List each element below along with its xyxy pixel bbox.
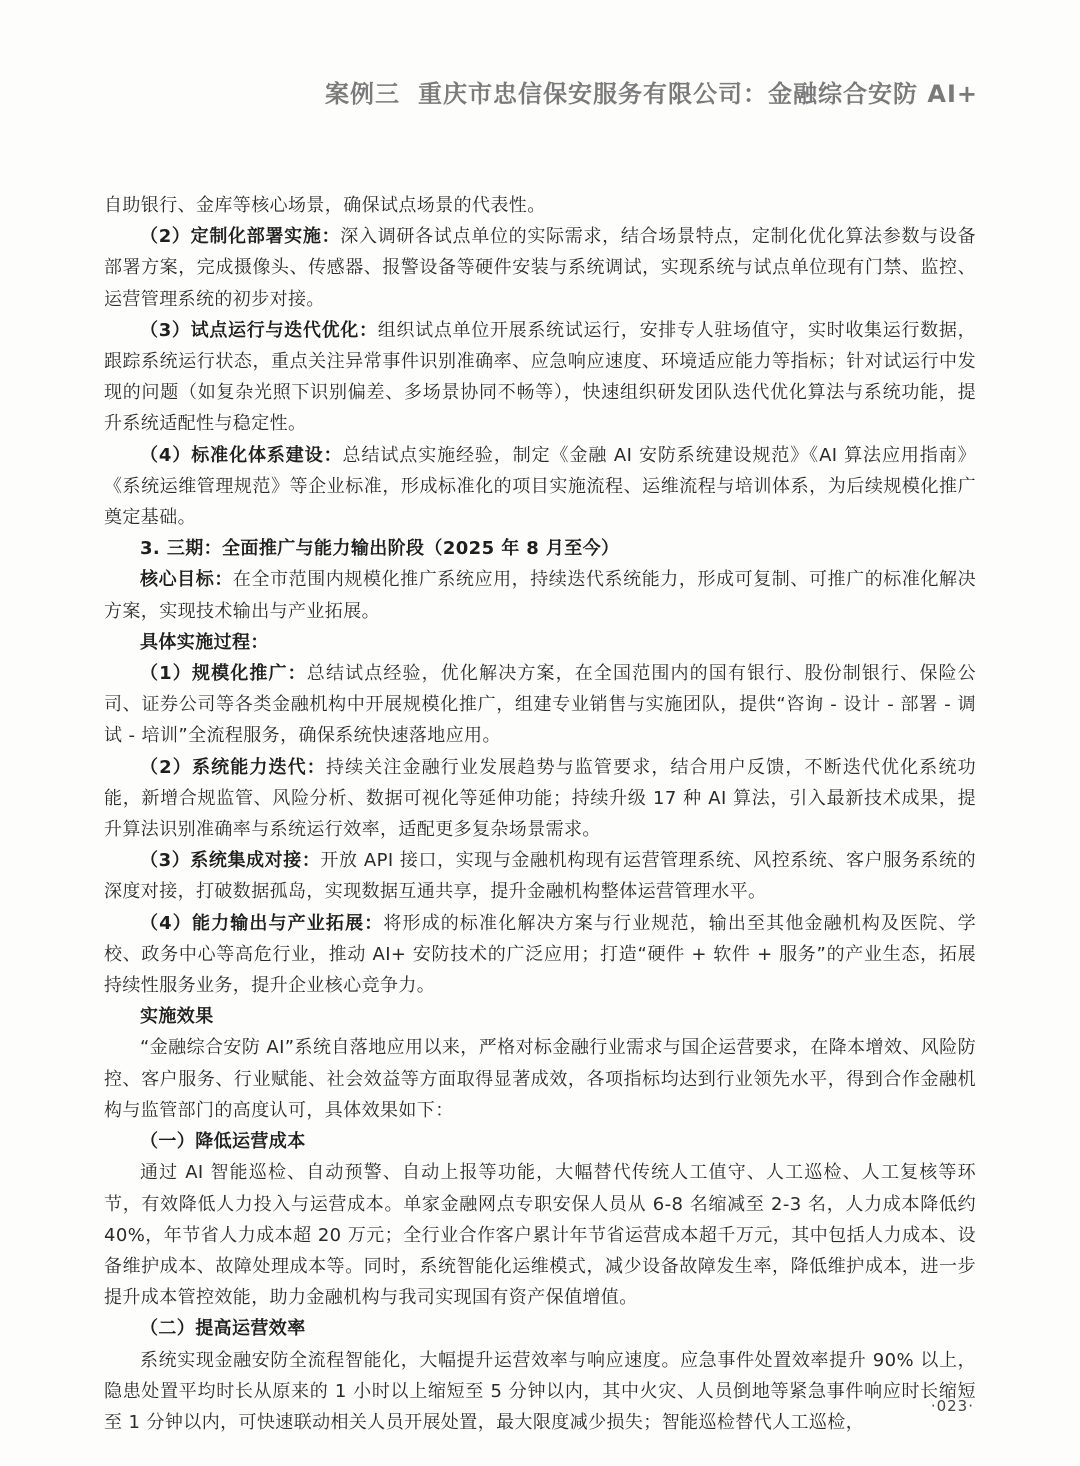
body-text bbox=[104, 190, 976, 1438]
paragraph: （2）定制化部署实施：深入调研各试点单位的实际需求，结合场景特点，定制化优化算法参数与设备部署方案，完成摄像头、传感器、报警设备等硬件安装与系统调试，实现系统与试点单位现有门禁、监控、运营管理系统的初步对接。 bbox=[104, 226, 976, 310]
paragraph: 自助银行、金库等核心场景，确保试点场景的代表性。 bbox=[104, 195, 546, 216]
case-label: 案例三 bbox=[325, 80, 401, 108]
paragraph: （4）能力输出与产业拓展：将形成的标准化解决方案与行业规范，输出至其他金融机构及医院、学校、政务中心等高危行业，推动 AI+ 安防技术的广泛应用；打造“硬件 + 软件 + 服务”的产业生态，拓展持续性服务业务，提升企业核心竞争力。 bbox=[104, 912, 976, 997]
running-header bbox=[325, 74, 978, 109]
page-number: ·023· bbox=[930, 1397, 974, 1415]
paragraph: 系统实现金融安防全流程智能化，大幅提升运营效率与响应速度。应急事件处置效率提升 90% 以上，隐患处置平均时长从原来的 1 小时以上缩短至 5 分钟以内，其中火灾、人员倒地等紧急事件响应时长缩短至 1 分钟以内，可快速联动相关人员开展处置，最大限度减少损失；智能巡检替代人工巡检， bbox=[104, 1349, 976, 1433]
header-title: 重庆市忠信保安服务有限公司：金融综合安防 AI+ bbox=[418, 80, 978, 108]
paragraph: “金融综合安防 AI”系统自落地应用以来，严格对标金融行业需求与国企运营要求，在降本增效、风险防控、客户服务、行业赋能、社会效益等方面取得显著成效，各项指标均达到行业领先水平，得到合作金融机构与监管部门的高度认可，具体效果如下： bbox=[104, 1037, 976, 1121]
paragraph: 通过 AI 智能巡检、自动预警、自动上报等功能，大幅替代传统人工值守、人工巡检、人工复核等环节，有效降低人力投入与运营成本。单家金融网点专职安保人员从 6-8 名缩减至 2-3 名，人力成本降低约 40%，年节省人力成本超 20 万元；全行业合作客户累计年节省运营成本超千万元，其中包括人力成本、设备维护成本、故障处理成本等。同时，系统智能化运维模式，减少设备故障发生率，降低维护成本，进一步提升成本管控效能，助力金融机构与我司实现国有资产保值增值。 bbox=[104, 1162, 976, 1309]
paragraph: （1）规模化推广：总结试点经验，优化解决方案，在全国范围内的国有银行、股份制银行、保险公司、证券公司等各类金融机构中开展规模化推广，组建专业销售与实施团队，提供“咨询 - 设计 - 部署 - 调试 - 培训”全流程服务，确保系统快速落地应用。 bbox=[104, 663, 976, 747]
section-heading: （一）降低运营成本 bbox=[140, 1131, 306, 1153]
paragraph: （4）标准化体系建设：总结试点实施经验，制定《金融 AI 安防系统建设规范》《AI 算法应用指南》《系统运维管理规范》等企业标准，形成标准化的项目实施流程、运维流程与培训体系，为后续规模化推广奠定基础。 bbox=[104, 444, 976, 529]
paragraph: （3）系统集成对接：开放 API 接口，实现与金融机构现有运营管理系统、风控系统、客户服务系统的深度对接，打破数据孤岛，实现数据互通共享，提升金融机构整体运营管理水平。 bbox=[104, 850, 976, 903]
section-heading: 实施效果 bbox=[140, 1006, 214, 1028]
paragraph: （2）系统能力迭代：持续关注金融行业发展趋势与监管要求，结合用户反馈，不断迭代优化系统功能，新增合规监管、风险分析、数据可视化等延伸功能；持续升级 17 种 AI 算法，引入最新技术成果，提升算法识别准确率与系统运行效率，适配更多复杂场景需求。 bbox=[104, 756, 976, 841]
section-heading: （二）提高运营效率 bbox=[140, 1318, 306, 1340]
paragraph: （3）试点运行与迭代优化：组织试点单位开展系统试运行，安排专人驻场值守，实时收集运行数据，跟踪系统运行状态，重点关注异常事件识别准确率、应急响应速度、环境适应能力等指标；针对试运行中发现的问题（如复杂光照下识别偏差、多场景协同不畅等），快速组织研发团队迭代优化算法与系统功能，提升系统适配性与稳定性。 bbox=[104, 319, 976, 435]
section-heading: 具体实施过程： bbox=[140, 631, 269, 653]
section-heading: 3. 三期：全面推广与能力输出阶段（2025 年 8 月至今） bbox=[140, 538, 620, 560]
paragraph: 核心目标：在全市范围内规模化推广系统应用，持续迭代系统能力，形成可复制、可推广的标准化解决方案，实现技术输出与产业拓展。 bbox=[104, 569, 977, 622]
